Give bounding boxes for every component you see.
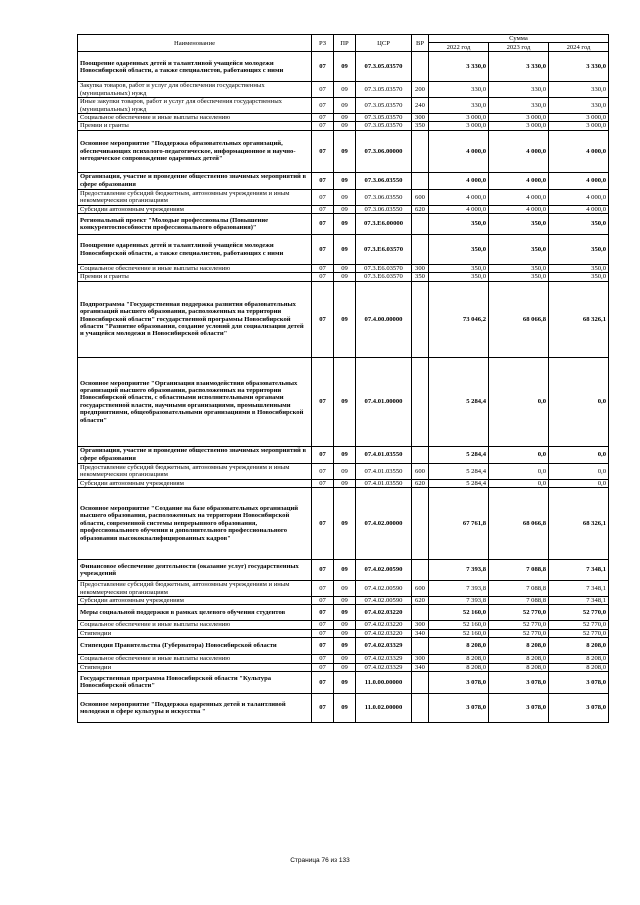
row-name: Премии и гранты <box>78 122 312 130</box>
row-vr: 300 <box>412 265 429 273</box>
row-vr: 620 <box>412 205 429 213</box>
row-amount-2023: 4 000,0 <box>489 189 549 205</box>
row-pr: 09 <box>334 671 356 693</box>
row-csr: 07.3.06.03550 <box>356 172 412 189</box>
row-pr: 09 <box>334 172 356 189</box>
table-row <box>78 122 609 130</box>
row-amount-2024: 0,0 <box>549 446 609 463</box>
row-amount-2024: 8 208,0 <box>549 638 609 655</box>
row-amount-2024: 350,0 <box>549 265 609 273</box>
row-pr: 09 <box>334 581 356 597</box>
row-rz: 07 <box>312 560 334 581</box>
row-pr: 09 <box>334 189 356 205</box>
row-csr: 07.4.01.03550 <box>356 446 412 463</box>
header-rz: РЗ <box>312 35 334 52</box>
table-row <box>78 281 609 357</box>
table-row <box>78 205 609 213</box>
row-vr: 300 <box>412 114 429 122</box>
header-sum: Сумма <box>429 35 609 43</box>
row-amount-2022: 350,0 <box>429 265 489 273</box>
row-amount-2023: 68 066,8 <box>489 281 549 357</box>
row-rz: 07 <box>312 671 334 693</box>
row-rz: 07 <box>312 98 334 114</box>
row-amount-2024: 330,0 <box>549 82 609 98</box>
row-pr: 09 <box>334 130 356 172</box>
row-name: Поощрение одаренных детей и талантливой учащейся молодежи Новосибирской области, а также специалистов, работающих с ними <box>78 52 312 82</box>
row-amount-2022: 8 208,0 <box>429 638 489 655</box>
table-row <box>78 479 609 487</box>
row-rz: 07 <box>312 581 334 597</box>
row-csr: 07.3.E6.03570 <box>356 265 412 273</box>
row-amount-2022: 350,0 <box>429 214 489 235</box>
row-amount-2022: 67 761,8 <box>429 488 489 560</box>
table-row <box>78 98 609 114</box>
row-amount-2022: 330,0 <box>429 98 489 114</box>
row-amount-2022: 3 000,0 <box>429 122 489 130</box>
header-csr: ЦСР <box>356 35 412 52</box>
row-csr: 07.4.02.00590 <box>356 596 412 604</box>
table-row <box>78 596 609 604</box>
row-csr: 07.3.05.03570 <box>356 122 412 130</box>
row-pr: 09 <box>334 265 356 273</box>
table-row <box>78 629 609 637</box>
row-csr: 07.3.05.03570 <box>356 82 412 98</box>
row-pr: 09 <box>334 560 356 581</box>
row-name: Основное мероприятие "Создание на базе образовательных организаций высшего образования, расположенных на территории Новосибирской области, современной системы непрерывного образования, профессионального обучения и дополнительного профессионального образования высококвалифицированных кадров" <box>78 488 312 560</box>
row-amount-2022: 5 284,4 <box>429 479 489 487</box>
row-amount-2022: 3 330,0 <box>429 52 489 82</box>
row-amount-2024: 4 000,0 <box>549 189 609 205</box>
row-amount-2022: 52 160,0 <box>429 629 489 637</box>
table-row <box>78 189 609 205</box>
row-amount-2024: 52 770,0 <box>549 621 609 629</box>
row-amount-2022: 3 078,0 <box>429 671 489 693</box>
row-amount-2023: 0,0 <box>489 479 549 487</box>
header-year-2024: 2024 год <box>549 43 609 52</box>
budget-table <box>77 34 609 723</box>
row-amount-2022: 5 284,4 <box>429 357 489 446</box>
row-amount-2024: 7 348,1 <box>549 581 609 597</box>
row-amount-2023: 4 000,0 <box>489 205 549 213</box>
row-rz: 07 <box>312 629 334 637</box>
row-amount-2022: 7 393,8 <box>429 560 489 581</box>
row-csr: 07.3.06.00000 <box>356 130 412 172</box>
row-amount-2022: 5 284,4 <box>429 463 489 479</box>
row-csr: 07.4.01.03550 <box>356 463 412 479</box>
row-pr: 09 <box>334 605 356 621</box>
row-rz: 07 <box>312 214 334 235</box>
row-csr: 07.4.02.00590 <box>356 560 412 581</box>
table-row <box>78 214 609 235</box>
row-pr: 09 <box>334 122 356 130</box>
row-name: Основное мероприятие "Организация взаимодействия образовательных организаций высшего образования, расположенных на территории Новосибирской области, с областными исполнительными органами государственной власти, научными организациями, промышленными предприятиями, общеобразовательными организациями в Новосибирской области" <box>78 357 312 446</box>
row-amount-2023: 3 330,0 <box>489 52 549 82</box>
table-row <box>78 114 609 122</box>
row-amount-2022: 4 000,0 <box>429 130 489 172</box>
row-amount-2023: 350,0 <box>489 265 549 273</box>
row-amount-2022: 330,0 <box>429 82 489 98</box>
row-vr: 350 <box>412 122 429 130</box>
row-amount-2023: 0,0 <box>489 463 549 479</box>
row-name: Предоставление субсидий бюджетным, автономным учреждениям и иным некоммерческим организациям <box>78 189 312 205</box>
row-pr: 09 <box>334 655 356 663</box>
table-row <box>78 235 609 265</box>
row-vr <box>412 172 429 189</box>
row-rz: 07 <box>312 663 334 671</box>
row-amount-2023: 4 000,0 <box>489 172 549 189</box>
row-rz: 07 <box>312 446 334 463</box>
row-amount-2024: 4 000,0 <box>549 205 609 213</box>
header-name: Наименование <box>78 35 312 52</box>
row-csr: 07.4.02.03220 <box>356 629 412 637</box>
row-name: Стипендии <box>78 663 312 671</box>
row-amount-2022: 7 393,8 <box>429 581 489 597</box>
row-amount-2023: 330,0 <box>489 98 549 114</box>
header-year-2022: 2022 год <box>429 43 489 52</box>
row-amount-2023: 3 078,0 <box>489 671 549 693</box>
row-amount-2023: 4 000,0 <box>489 130 549 172</box>
row-vr <box>412 488 429 560</box>
table-row <box>78 82 609 98</box>
row-vr <box>412 693 429 722</box>
row-amount-2023: 350,0 <box>489 273 549 281</box>
row-amount-2022: 3 000,0 <box>429 114 489 122</box>
row-rz: 07 <box>312 265 334 273</box>
row-vr: 300 <box>412 655 429 663</box>
row-csr: 07.4.02.00000 <box>356 488 412 560</box>
row-csr: 07.4.02.03329 <box>356 663 412 671</box>
row-amount-2024: 0,0 <box>549 463 609 479</box>
row-amount-2023: 52 770,0 <box>489 605 549 621</box>
row-amount-2024: 3 000,0 <box>549 114 609 122</box>
row-name: Премии и гранты <box>78 273 312 281</box>
row-rz: 07 <box>312 621 334 629</box>
row-pr: 09 <box>334 446 356 463</box>
row-rz: 07 <box>312 638 334 655</box>
row-pr: 09 <box>334 357 356 446</box>
row-amount-2022: 7 393,8 <box>429 596 489 604</box>
row-amount-2023: 52 770,0 <box>489 629 549 637</box>
row-pr: 09 <box>334 205 356 213</box>
row-amount-2024: 3 330,0 <box>549 52 609 82</box>
row-name: Основное мероприятие "Поддержка образовательных организаций, обеспечивающих психолого-педагогическое, информационное и научно-методическое сопровождение одаренных детей" <box>78 130 312 172</box>
row-amount-2024: 0,0 <box>549 479 609 487</box>
row-vr <box>412 281 429 357</box>
row-pr: 09 <box>334 629 356 637</box>
row-amount-2022: 350,0 <box>429 235 489 265</box>
row-amount-2023: 3 000,0 <box>489 122 549 130</box>
row-amount-2023: 0,0 <box>489 446 549 463</box>
row-vr: 350 <box>412 273 429 281</box>
row-amount-2024: 8 208,0 <box>549 663 609 671</box>
table-row <box>78 488 609 560</box>
row-name: Поощрение одаренных детей и талантливой учащейся молодежи Новосибирской области, а также специалистов, работающих с ними <box>78 235 312 265</box>
header-pr: ПР <box>334 35 356 52</box>
row-name: Организация, участие и проведение общественно значимых мероприятий в сфере образования <box>78 446 312 463</box>
row-vr <box>412 214 429 235</box>
row-csr: 07.4.02.03220 <box>356 621 412 629</box>
row-amount-2022: 4 000,0 <box>429 189 489 205</box>
row-csr: 07.3.05.03570 <box>356 98 412 114</box>
row-pr: 09 <box>334 235 356 265</box>
row-rz: 07 <box>312 357 334 446</box>
row-pr: 09 <box>334 479 356 487</box>
row-name: Социальное обеспечение и иные выплаты населению <box>78 621 312 629</box>
row-name: Субсидии автономным учреждениям <box>78 479 312 487</box>
table-row <box>78 265 609 273</box>
row-name: Субсидии автономным учреждениям <box>78 596 312 604</box>
row-rz: 07 <box>312 693 334 722</box>
row-rz: 07 <box>312 235 334 265</box>
row-rz: 07 <box>312 82 334 98</box>
row-pr: 09 <box>334 98 356 114</box>
row-amount-2024: 4 000,0 <box>549 130 609 172</box>
table-row <box>78 581 609 597</box>
table-row <box>78 52 609 82</box>
table-row <box>78 172 609 189</box>
row-csr: 07.3.05.03570 <box>356 52 412 82</box>
row-vr: 600 <box>412 463 429 479</box>
row-rz: 07 <box>312 655 334 663</box>
row-name: Предоставление субсидий бюджетным, автономным учреждениям и иным некоммерческим организациям <box>78 581 312 597</box>
table-row <box>78 638 609 655</box>
row-vr <box>412 357 429 446</box>
row-pr: 09 <box>334 82 356 98</box>
row-amount-2024: 350,0 <box>549 273 609 281</box>
row-rz: 07 <box>312 605 334 621</box>
row-amount-2024: 350,0 <box>549 214 609 235</box>
row-vr: 200 <box>412 82 429 98</box>
row-pr: 09 <box>334 638 356 655</box>
row-amount-2023: 8 208,0 <box>489 638 549 655</box>
row-name: Меры социальной поддержки в рамках целевого обучения студентов <box>78 605 312 621</box>
row-pr: 09 <box>334 663 356 671</box>
page-footer: Страница 76 из 133 <box>290 857 350 864</box>
row-amount-2024: 0,0 <box>549 357 609 446</box>
table-row <box>78 693 609 722</box>
row-amount-2023: 330,0 <box>489 82 549 98</box>
table-row <box>78 663 609 671</box>
table-row <box>78 273 609 281</box>
row-csr: 07.3.05.03570 <box>356 114 412 122</box>
row-amount-2022: 73 046,2 <box>429 281 489 357</box>
row-amount-2023: 7 088,8 <box>489 560 549 581</box>
row-vr <box>412 605 429 621</box>
row-amount-2022: 4 000,0 <box>429 172 489 189</box>
row-rz: 07 <box>312 463 334 479</box>
row-vr: 620 <box>412 596 429 604</box>
row-amount-2024: 7 348,1 <box>549 596 609 604</box>
row-vr <box>412 235 429 265</box>
table-row <box>78 560 609 581</box>
row-name: Региональный проект "Молодые профессионалы (Повышение конкурентоспособности профессионального образования)" <box>78 214 312 235</box>
row-csr: 07.4.02.03220 <box>356 605 412 621</box>
row-pr: 09 <box>334 273 356 281</box>
row-pr: 09 <box>334 596 356 604</box>
row-amount-2023: 3 078,0 <box>489 693 549 722</box>
row-vr <box>412 52 429 82</box>
row-rz: 07 <box>312 122 334 130</box>
row-csr: 07.4.02.03329 <box>356 655 412 663</box>
row-amount-2023: 8 208,0 <box>489 663 549 671</box>
header-vr: ВР <box>412 35 429 52</box>
row-name: Социальное обеспечение и иные выплаты населению <box>78 114 312 122</box>
row-csr: 11.0.02.00000 <box>356 693 412 722</box>
row-name: Государственная программа Новосибирской области "Культура Новосибирской области" <box>78 671 312 693</box>
row-vr: 620 <box>412 479 429 487</box>
row-amount-2024: 68 326,1 <box>549 281 609 357</box>
table-row <box>78 357 609 446</box>
table-body <box>78 52 609 723</box>
row-amount-2023: 52 770,0 <box>489 621 549 629</box>
table-row <box>78 605 609 621</box>
row-vr <box>412 560 429 581</box>
row-rz: 07 <box>312 205 334 213</box>
table-row <box>78 463 609 479</box>
row-amount-2024: 3 078,0 <box>549 671 609 693</box>
table-row <box>78 671 609 693</box>
row-amount-2024: 350,0 <box>549 235 609 265</box>
row-pr: 09 <box>334 693 356 722</box>
row-csr: 07.3.06.03550 <box>356 189 412 205</box>
row-rz: 07 <box>312 596 334 604</box>
row-rz: 07 <box>312 273 334 281</box>
row-csr: 07.4.02.03329 <box>356 638 412 655</box>
row-amount-2023: 7 088,8 <box>489 596 549 604</box>
row-amount-2023: 350,0 <box>489 214 549 235</box>
row-amount-2023: 0,0 <box>489 357 549 446</box>
row-amount-2024: 4 000,0 <box>549 172 609 189</box>
row-name: Субсидии автономным учреждениям <box>78 205 312 213</box>
row-vr: 240 <box>412 98 429 114</box>
row-vr <box>412 638 429 655</box>
row-csr: 11.0.00.00000 <box>356 671 412 693</box>
row-name: Организация, участие и проведение общественно значимых мероприятий в сфере образования <box>78 172 312 189</box>
row-rz: 07 <box>312 130 334 172</box>
row-amount-2024: 52 770,0 <box>549 605 609 621</box>
row-csr: 07.4.01.00000 <box>356 357 412 446</box>
row-pr: 09 <box>334 214 356 235</box>
row-name: Закупка товаров, работ и услуг для обеспечения государственных (муниципальных) нужд <box>78 82 312 98</box>
row-amount-2022: 350,0 <box>429 273 489 281</box>
row-pr: 09 <box>334 114 356 122</box>
row-amount-2022: 8 208,0 <box>429 655 489 663</box>
row-csr: 07.4.01.03550 <box>356 479 412 487</box>
row-name: Стипендия Правительства (Губернатора) Новосибирской области <box>78 638 312 655</box>
row-rz: 07 <box>312 114 334 122</box>
row-amount-2024: 3 000,0 <box>549 122 609 130</box>
row-amount-2022: 8 208,0 <box>429 663 489 671</box>
row-vr <box>412 130 429 172</box>
row-name: Стипендии <box>78 629 312 637</box>
table-row <box>78 655 609 663</box>
row-vr: 340 <box>412 663 429 671</box>
row-csr: 07.4.00.00000 <box>356 281 412 357</box>
row-amount-2022: 3 078,0 <box>429 693 489 722</box>
header-year-2023: 2023 год <box>489 43 549 52</box>
row-csr: 07.3.06.03550 <box>356 205 412 213</box>
table-row <box>78 130 609 172</box>
row-amount-2024: 52 770,0 <box>549 629 609 637</box>
row-vr: 600 <box>412 189 429 205</box>
row-csr: 07.3.E6.03570 <box>356 273 412 281</box>
row-amount-2024: 68 326,1 <box>549 488 609 560</box>
row-csr: 07.3.E6.03570 <box>356 235 412 265</box>
row-name: Финансовое обеспечение деятельности (оказание услуг) государственных учреждений <box>78 560 312 581</box>
row-amount-2022: 52 160,0 <box>429 621 489 629</box>
row-rz: 07 <box>312 172 334 189</box>
row-name: Социальное обеспечение и иные выплаты населению <box>78 655 312 663</box>
row-name: Предоставление субсидий бюджетным, автономным учреждениям и иным некоммерческим организациям <box>78 463 312 479</box>
row-amount-2024: 8 208,0 <box>549 655 609 663</box>
row-csr: 07.3.E6.00000 <box>356 214 412 235</box>
row-amount-2022: 52 160,0 <box>429 605 489 621</box>
row-vr <box>412 671 429 693</box>
row-amount-2023: 7 088,8 <box>489 581 549 597</box>
row-name: Иные закупки товаров, работ и услуг для обеспечения государственных (муниципальных) нужд <box>78 98 312 114</box>
table-header <box>78 35 609 52</box>
row-pr: 09 <box>334 488 356 560</box>
table-row <box>78 446 609 463</box>
row-amount-2024: 7 348,1 <box>549 560 609 581</box>
row-pr: 09 <box>334 621 356 629</box>
row-vr: 340 <box>412 629 429 637</box>
row-rz: 07 <box>312 488 334 560</box>
row-amount-2022: 4 000,0 <box>429 205 489 213</box>
row-vr: 600 <box>412 581 429 597</box>
row-rz: 07 <box>312 281 334 357</box>
row-amount-2023: 8 208,0 <box>489 655 549 663</box>
row-csr: 07.4.02.00590 <box>356 581 412 597</box>
row-rz: 07 <box>312 52 334 82</box>
row-amount-2024: 330,0 <box>549 98 609 114</box>
row-name: Подпрограмма "Государственная поддержка развития образовательных организаций высшего образования, расположенных на территории Новосибирской области" государственной программы Новосибирской области "Развитие образования, создание условий для социализации детей и учащейся молодежи в Новосибирской области" <box>78 281 312 357</box>
row-amount-2023: 350,0 <box>489 235 549 265</box>
row-vr <box>412 446 429 463</box>
row-rz: 07 <box>312 189 334 205</box>
row-amount-2024: 3 078,0 <box>549 693 609 722</box>
row-amount-2023: 68 066,8 <box>489 488 549 560</box>
row-vr: 300 <box>412 621 429 629</box>
row-name: Социальное обеспечение и иные выплаты населению <box>78 265 312 273</box>
row-name: Основное мероприятие "Поддержка одаренных детей и талантливой молодежи в сфере культуры и искусства " <box>78 693 312 722</box>
row-amount-2022: 5 284,4 <box>429 446 489 463</box>
row-rz: 07 <box>312 479 334 487</box>
table-row <box>78 621 609 629</box>
row-pr: 09 <box>334 463 356 479</box>
row-pr: 09 <box>334 281 356 357</box>
row-amount-2023: 3 000,0 <box>489 114 549 122</box>
row-pr: 09 <box>334 52 356 82</box>
